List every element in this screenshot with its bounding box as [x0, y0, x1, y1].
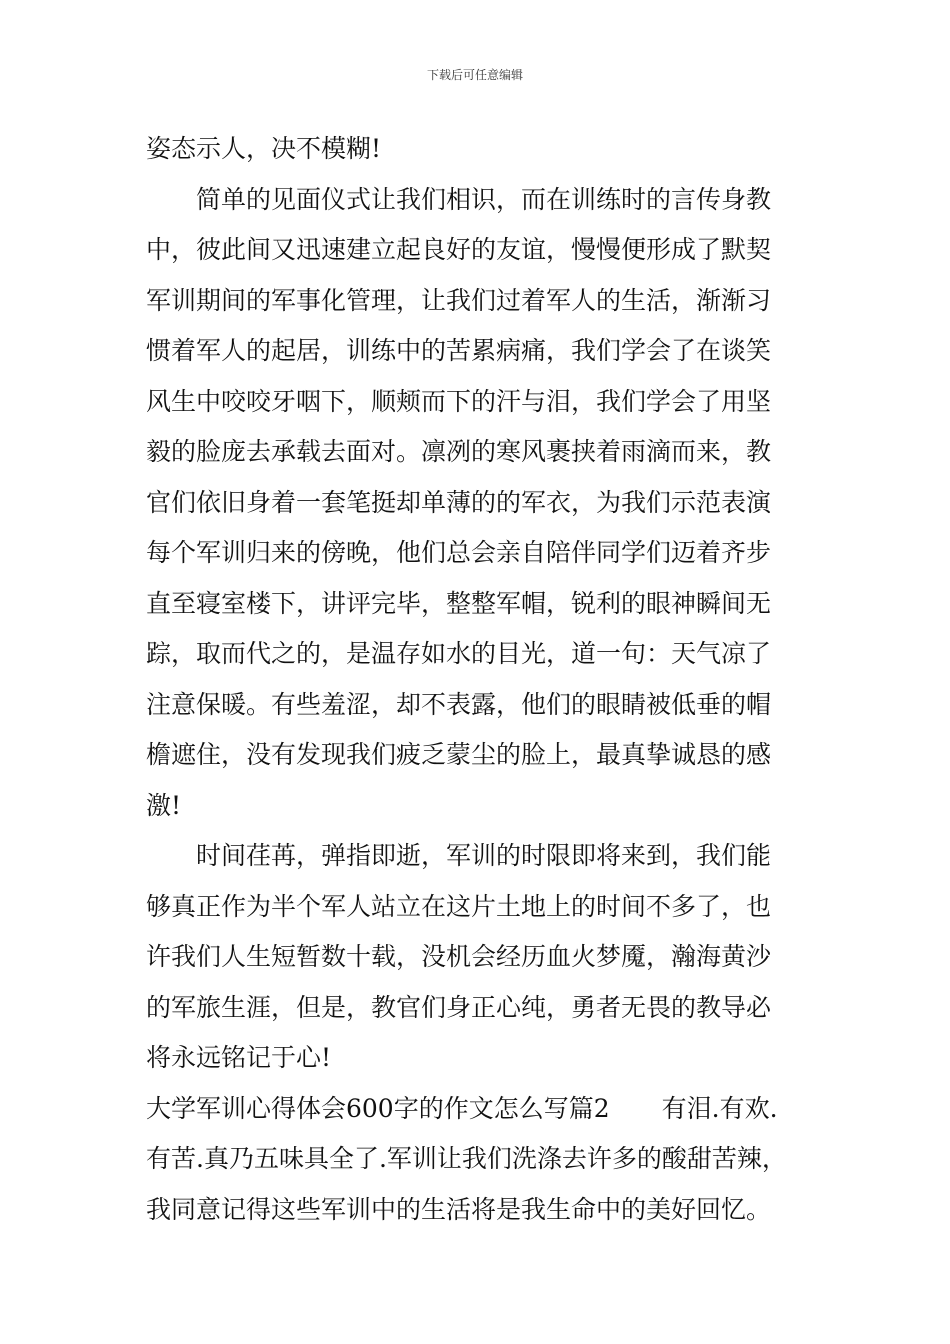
text-line: 许我们人生短暂数十载，没机会经历血火梦魇，瀚海黄沙: [146, 942, 772, 971]
text-line: 有苦.真乃五味具全了.军训让我们洗涤去许多的酸甜苦辣，: [146, 1144, 787, 1173]
text-line: 注意保暖。有些羞涩，却不表露，他们的眼睛被低垂的帽: [146, 689, 772, 719]
document-body: [146, 124, 826, 1235]
text-line: 每个军训归来的傍晚，他们总会亲自陪伴同学们迈着齐步: [146, 538, 772, 567]
section-title-line: [146, 1084, 826, 1135]
text-line: 军训期间的军事化管理，让我们过着军人的生活，渐渐习: [146, 285, 772, 315]
text-line: 的军旅生涯，但是，教官们身正心纯，勇者无畏的教导必: [146, 992, 772, 1022]
section-title: 大学军训心得体会600字的作文怎么写篇2: [146, 1093, 610, 1123]
text-line: 官们依旧身着一套笔挺却单薄的的军衣，为我们示范表演: [146, 487, 772, 517]
text-line: 直至寝室楼下，讲评完毕，整整军帽，锐利的眼神瞬间无: [146, 588, 772, 618]
paragraph-first-line: 简单的见面仪式让我们相识，而在训练时的言传身教: [196, 184, 772, 214]
section-lead-text: 有泪.有欢.: [661, 1093, 778, 1123]
page-header: 下载后可任意编辑: [426, 68, 523, 82]
text-line: 中，彼此间又迅速建立起良好的友谊，慢慢便形成了默契: [146, 235, 772, 264]
text-line: 檐遮住，没有发现我们疲乏蒙尘的脸上，最真挚诚恳的感: [146, 740, 772, 769]
text-line: 姿态示人，决不模糊!: [146, 134, 382, 163]
paragraph-first-line: 时间荏苒，弹指即逝，军训的时限即将来到，我们能: [196, 841, 772, 870]
text-line: 惯着军人的起居，训练中的苦累病痛，我们学会了在谈笑: [146, 336, 772, 365]
text-line: 够真正作为半个军人站立在这片土地上的时间不多了，也: [146, 891, 772, 921]
text-line: 我同意记得这些军训中的生活将是我生命中的美好回忆。: [146, 1194, 772, 1224]
text-line: 风生中咬咬牙咽下，顺颊而下的汗与泪，我们学会了用坚: [146, 386, 772, 416]
text-line: 踪，取而代之的，是温存如水的目光，道一句：天气凉了: [146, 639, 772, 668]
text-line: 激!: [146, 790, 182, 820]
text-line: 将永远铭记于心!: [146, 1043, 332, 1072]
text-line: 毅的脸庞去承载去面对。凛冽的寒风裹挟着雨滴而来，教: [146, 437, 772, 466]
